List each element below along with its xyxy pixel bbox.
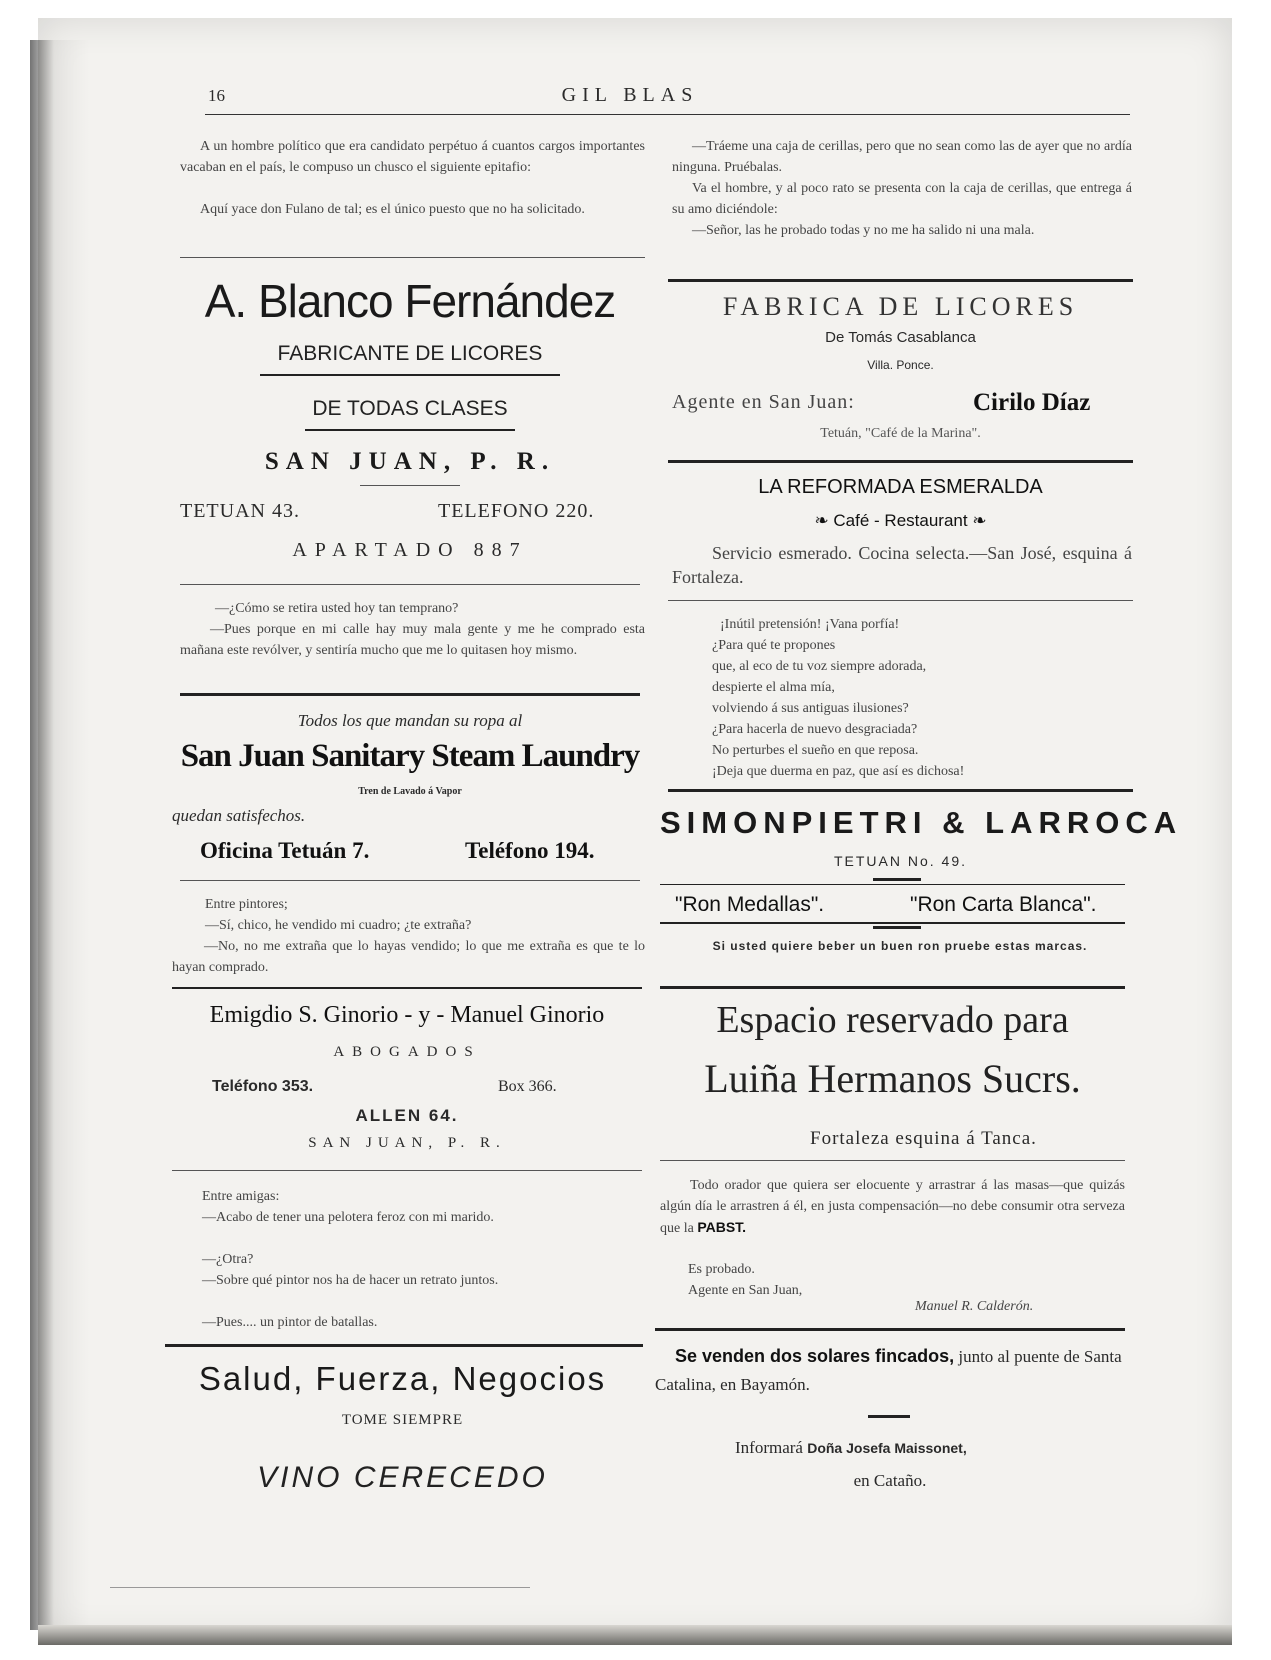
ad-laundry-name: San Juan Sanitary Steam Laundry	[180, 738, 640, 774]
ad-blanco-street: TETUAN 43.	[180, 500, 300, 522]
anecdote-text: —Sí, chico, he vendido mi cuadro; ¿te extraña?	[205, 918, 472, 933]
anecdote-title: Entre amigas:	[202, 1189, 280, 1204]
ad-vino-sub: TOME SIEMPRE	[341, 1412, 464, 1428]
anecdote-text: —Señor, las he probado todas y no me ha salido ni una mala.	[692, 223, 1035, 238]
pabst-proven: Es probado.	[688, 1262, 755, 1277]
ad-vino-headline: Salud, Fuerza, Negocios	[198, 1360, 607, 1397]
ad-fabrica-address: Tetuán, "Café de la Marina".	[820, 426, 981, 441]
divider	[668, 460, 1133, 463]
pabst-body: Todo orador que quiera ser elocuente y arrastrar á las masas—que quizás algún día le arrastren á él, en justa compensación—no debe consumir otra serveza que la	[660, 1178, 1125, 1236]
divider	[660, 922, 1125, 924]
ad-ginorio-name: Emigdio S. Ginorio - y - Manuel Ginorio	[209, 1002, 605, 1028]
ad-ginorio-street: ALLEN 64.	[355, 1106, 459, 1125]
ad-fabrica-owner: De Tomás Casablanca	[825, 329, 976, 346]
ornament-dash	[868, 1415, 910, 1418]
ornament-dash	[873, 878, 921, 881]
footer-rule	[110, 1587, 530, 1588]
header-rule	[205, 114, 1130, 115]
ad-fabrica-agent: Cirilo Díaz	[973, 389, 1091, 416]
anecdote-text: —Sobre qué pintor nos ha de hacer un retrato juntos.	[202, 1273, 499, 1288]
divider	[180, 880, 640, 881]
divider	[180, 257, 645, 258]
ad-vino-brand: VINO CERECEDO	[257, 1461, 548, 1494]
divider	[180, 584, 640, 585]
pabst-signature: Manuel R. Calderón.	[915, 1299, 1034, 1314]
divider	[180, 693, 640, 696]
divider	[172, 1170, 642, 1171]
ad-blanco-line1: FABRICANTE DE LICORES	[277, 342, 543, 365]
divider	[668, 789, 1133, 792]
anecdote-text: Aquí yace don Fulano de tal; es el único puesto que no ha solicitado.	[200, 202, 585, 217]
anecdote-text: —¿Otra?	[202, 1252, 254, 1267]
solares-info	[735, 1438, 967, 1458]
anecdote-text: —Tráeme una caja de cerillas, pero que no sean como las de ayer que no ardía ninguna. Pruébalas.	[672, 139, 1132, 175]
ad-simonpietri-text: Si usted quiere beber un buen ron pruebe estas marcas.	[712, 939, 1088, 953]
page-edge-shadow	[30, 40, 90, 1630]
divider	[660, 1160, 1125, 1161]
solares-rest: junto al puente de Santa Catalina, en Bayamón.	[655, 1347, 1122, 1394]
solares-name: Doña Josefa Maissonet,	[807, 1440, 967, 1456]
ad-esmeralda-sub	[668, 511, 1133, 531]
ad-blanco-name: A. Blanco Fernández	[204, 275, 616, 327]
anecdote-text: —No, no me extraña que lo hayas vendido; lo que me extraña es que te lo hayan comprado.	[172, 939, 645, 975]
ad-simonpietri-rum2: "Ron Carta Blanca".	[910, 893, 1097, 916]
ad-esmeralda-sub-text: Café - Restaurant	[833, 511, 968, 530]
poem-line: que, al eco de tu voz siempre adorada,	[712, 659, 927, 674]
pabst-agent: Agente en San Juan,	[688, 1283, 803, 1298]
poem-line: ¿Para hacerla de nuevo desgraciada?	[712, 722, 918, 737]
ad-blanco-city: SAN JUAN, P. R.	[264, 448, 556, 475]
ad-simonpietri-rum1: "Ron Medallas".	[675, 893, 825, 916]
anecdote-text: —¿Cómo se retira usted hoy tan temprano?	[215, 601, 459, 616]
ad-fabrica-title: FABRICA DE LICORES	[722, 292, 1079, 321]
divider	[305, 429, 515, 431]
ad-simonpietri-street: TETUAN No. 49.	[833, 853, 968, 869]
anecdote-text: A un hombre político que era candidato perpétuo á cuantos cargos importantes vacaban en el país, le compuso un chusco el siguiente epitafio:	[180, 139, 645, 175]
solares-text	[655, 1342, 1125, 1399]
ornament-dash	[873, 926, 921, 929]
divider	[165, 1344, 643, 1347]
divider	[172, 987, 642, 989]
ornament-icon: ❧	[814, 511, 834, 530]
ad-blanco-phone: TELEFONO 220.	[438, 500, 595, 522]
poem-line: volviendo á sus antiguas ilusiones?	[712, 701, 909, 716]
ad-laundry-top: Todos los que mandan su ropa al	[297, 711, 523, 730]
divider	[660, 986, 1125, 989]
pabst-text	[660, 1175, 1125, 1239]
ornament-icon: ❧	[967, 511, 987, 530]
ad-luina-line1: Espacio reservado para	[716, 999, 1069, 1041]
ad-ginorio-phone: Teléfono 353.	[212, 1078, 314, 1095]
ad-ginorio-role: ABOGADOS	[333, 1044, 481, 1060]
ad-laundry-bottom: quedan satisfechos.	[172, 806, 306, 825]
page-number: 16	[208, 86, 225, 105]
anecdote-text: —Pues.... un pintor de batallas.	[202, 1315, 378, 1330]
anecdote-text: Va el hombre, y al poco rato se presenta con la caja de cerillas, que entrega á su amo diciéndole:	[672, 181, 1132, 217]
divider	[655, 1328, 1125, 1331]
pabst-brand: PABST.	[697, 1219, 747, 1235]
divider	[668, 600, 1133, 601]
divider	[668, 279, 1133, 282]
ad-esmeralda-name: LA REFORMADA ESMERALDA	[758, 476, 1043, 498]
ad-fabrica-place: Villa. Ponce.	[867, 358, 934, 372]
ad-luina-line2: Luiña Hermanos Sucrs.	[704, 1056, 1081, 1101]
poem-line: ¿Para qué te propones	[712, 638, 836, 653]
poem	[712, 614, 1132, 782]
ad-luina-address: Fortaleza esquina á Tanca.	[810, 1128, 1037, 1149]
ad-ginorio-box: Box 366.	[498, 1078, 557, 1095]
divider	[660, 884, 1125, 885]
anecdote-text: —Acabo de tener una pelotera feroz con mi marido.	[202, 1210, 494, 1225]
poem-line: No perturbes el sueño en que reposa.	[712, 743, 919, 758]
ad-blanco-line2: DE TODAS CLASES	[312, 397, 508, 420]
ad-fabrica-agent-label: Agente en San Juan:	[672, 391, 855, 413]
poem-line: ¡Deja que duerma en paz, que así es dichosa!	[712, 764, 965, 779]
solares-info-label: Informará	[735, 1438, 803, 1457]
page-bottom-edge	[38, 1625, 1232, 1645]
anecdote-title: Entre pintores;	[205, 897, 288, 912]
ad-simonpietri-name: SIMONPIETRI & LARROCA	[660, 805, 1183, 840]
ad-blanco-box: APARTADO 887	[292, 539, 528, 561]
ad-ginorio-city: SAN JUAN, P. R.	[308, 1135, 506, 1151]
poem-line: despierte el alma mía,	[712, 680, 835, 695]
page-title: GIL BLAS	[561, 84, 699, 106]
ad-laundry-phone: Teléfono 194.	[465, 838, 595, 863]
ad-laundry-sub: Tren de Lavado á Vapor	[358, 786, 462, 797]
divider	[260, 374, 560, 376]
anecdote-text: —Pues porque en mi calle hay muy mala gente y me he comprado esta mañana este revólver, y sentiría mucho que me lo quitasen hoy mismo.	[180, 622, 645, 658]
solares-place: en Cataño.	[853, 1471, 927, 1490]
divider	[360, 485, 460, 486]
ad-laundry-office: Oficina Tetuán 7.	[200, 838, 370, 863]
solares-bold: Se venden dos solares fincados,	[675, 1346, 955, 1366]
poem-line: ¡Inútil pretensión! ¡Vana porfía!	[720, 617, 900, 632]
ad-esmeralda-text: Servicio esmerado. Cocina selecta.—San José, esquina á Fortaleza.	[672, 543, 1132, 587]
